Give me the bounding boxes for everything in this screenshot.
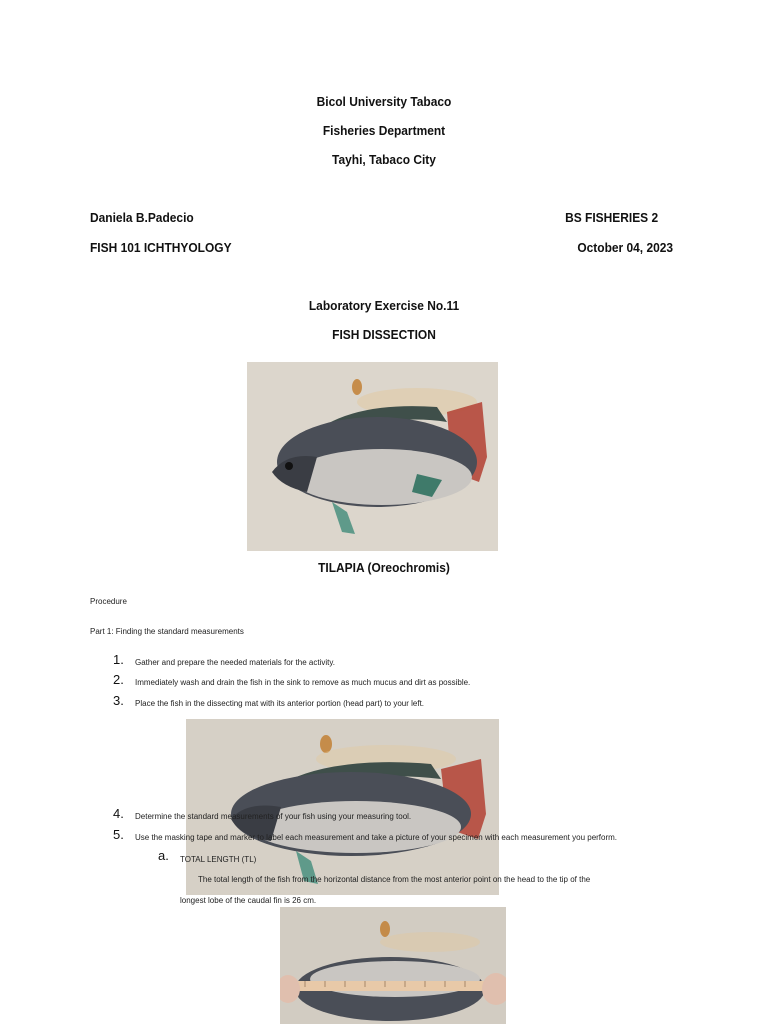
step-text-5: Use the masking tape and marker to label each measurement and take a picture of your specimen with each measurement you perform. <box>135 833 618 842</box>
program: BS FISHERIES 2 <box>564 210 658 225</box>
step-number-5: 5. <box>113 827 124 842</box>
exercise-number: Laboratory Exercise No.11 <box>308 298 460 313</box>
date: October 04, 2023 <box>577 240 673 255</box>
sub-item-line-2: longest lobe of the caudal fin is 26 cm. <box>180 896 317 905</box>
course: FISH 101 ICHTHYOLOGY <box>90 240 232 255</box>
step-text-1: Gather and prepare the needed materials for the activity. <box>135 658 335 667</box>
sub-item-letter: a. <box>158 848 169 863</box>
sub-item-line-1: The total length of the fish from the horizontal distance from the most anterior point on the head to the tip of the <box>198 875 591 884</box>
step-number-2: 2. <box>113 672 124 687</box>
total-length-photo <box>280 907 506 1024</box>
step-number-4: 4. <box>113 806 124 821</box>
address: Tayhi, Tabaco City <box>332 152 436 167</box>
step-number-3: 3. <box>113 693 124 708</box>
step-number-1: 1. <box>113 652 124 667</box>
department-name: Fisheries Department <box>322 123 446 138</box>
step-text-4: Determine the standard measurements of your fish using your measuring tool. <box>135 812 412 821</box>
student-name: Daniela B.Padecio <box>90 210 194 225</box>
university-name: Bicol University Tabaco <box>316 94 452 109</box>
part-heading: Part 1: Finding the standard measurements <box>90 627 244 636</box>
tilapia-photo <box>247 362 498 551</box>
step-text-2: Immediately wash and drain the fish in the sink to remove as much mucus and dirt as possible. <box>135 678 471 687</box>
figure-caption: TILAPIA (Oreochromis) <box>318 560 450 575</box>
procedure-heading: Procedure <box>90 597 127 606</box>
sub-item-title: TOTAL LENGTH (TL) <box>180 855 257 864</box>
step-text-3: Place the fish in the dissecting mat with its anterior portion (head part) to your left. <box>135 699 425 708</box>
exercise-title: FISH DISSECTION <box>332 327 436 342</box>
fish-placement-photo <box>186 719 499 895</box>
